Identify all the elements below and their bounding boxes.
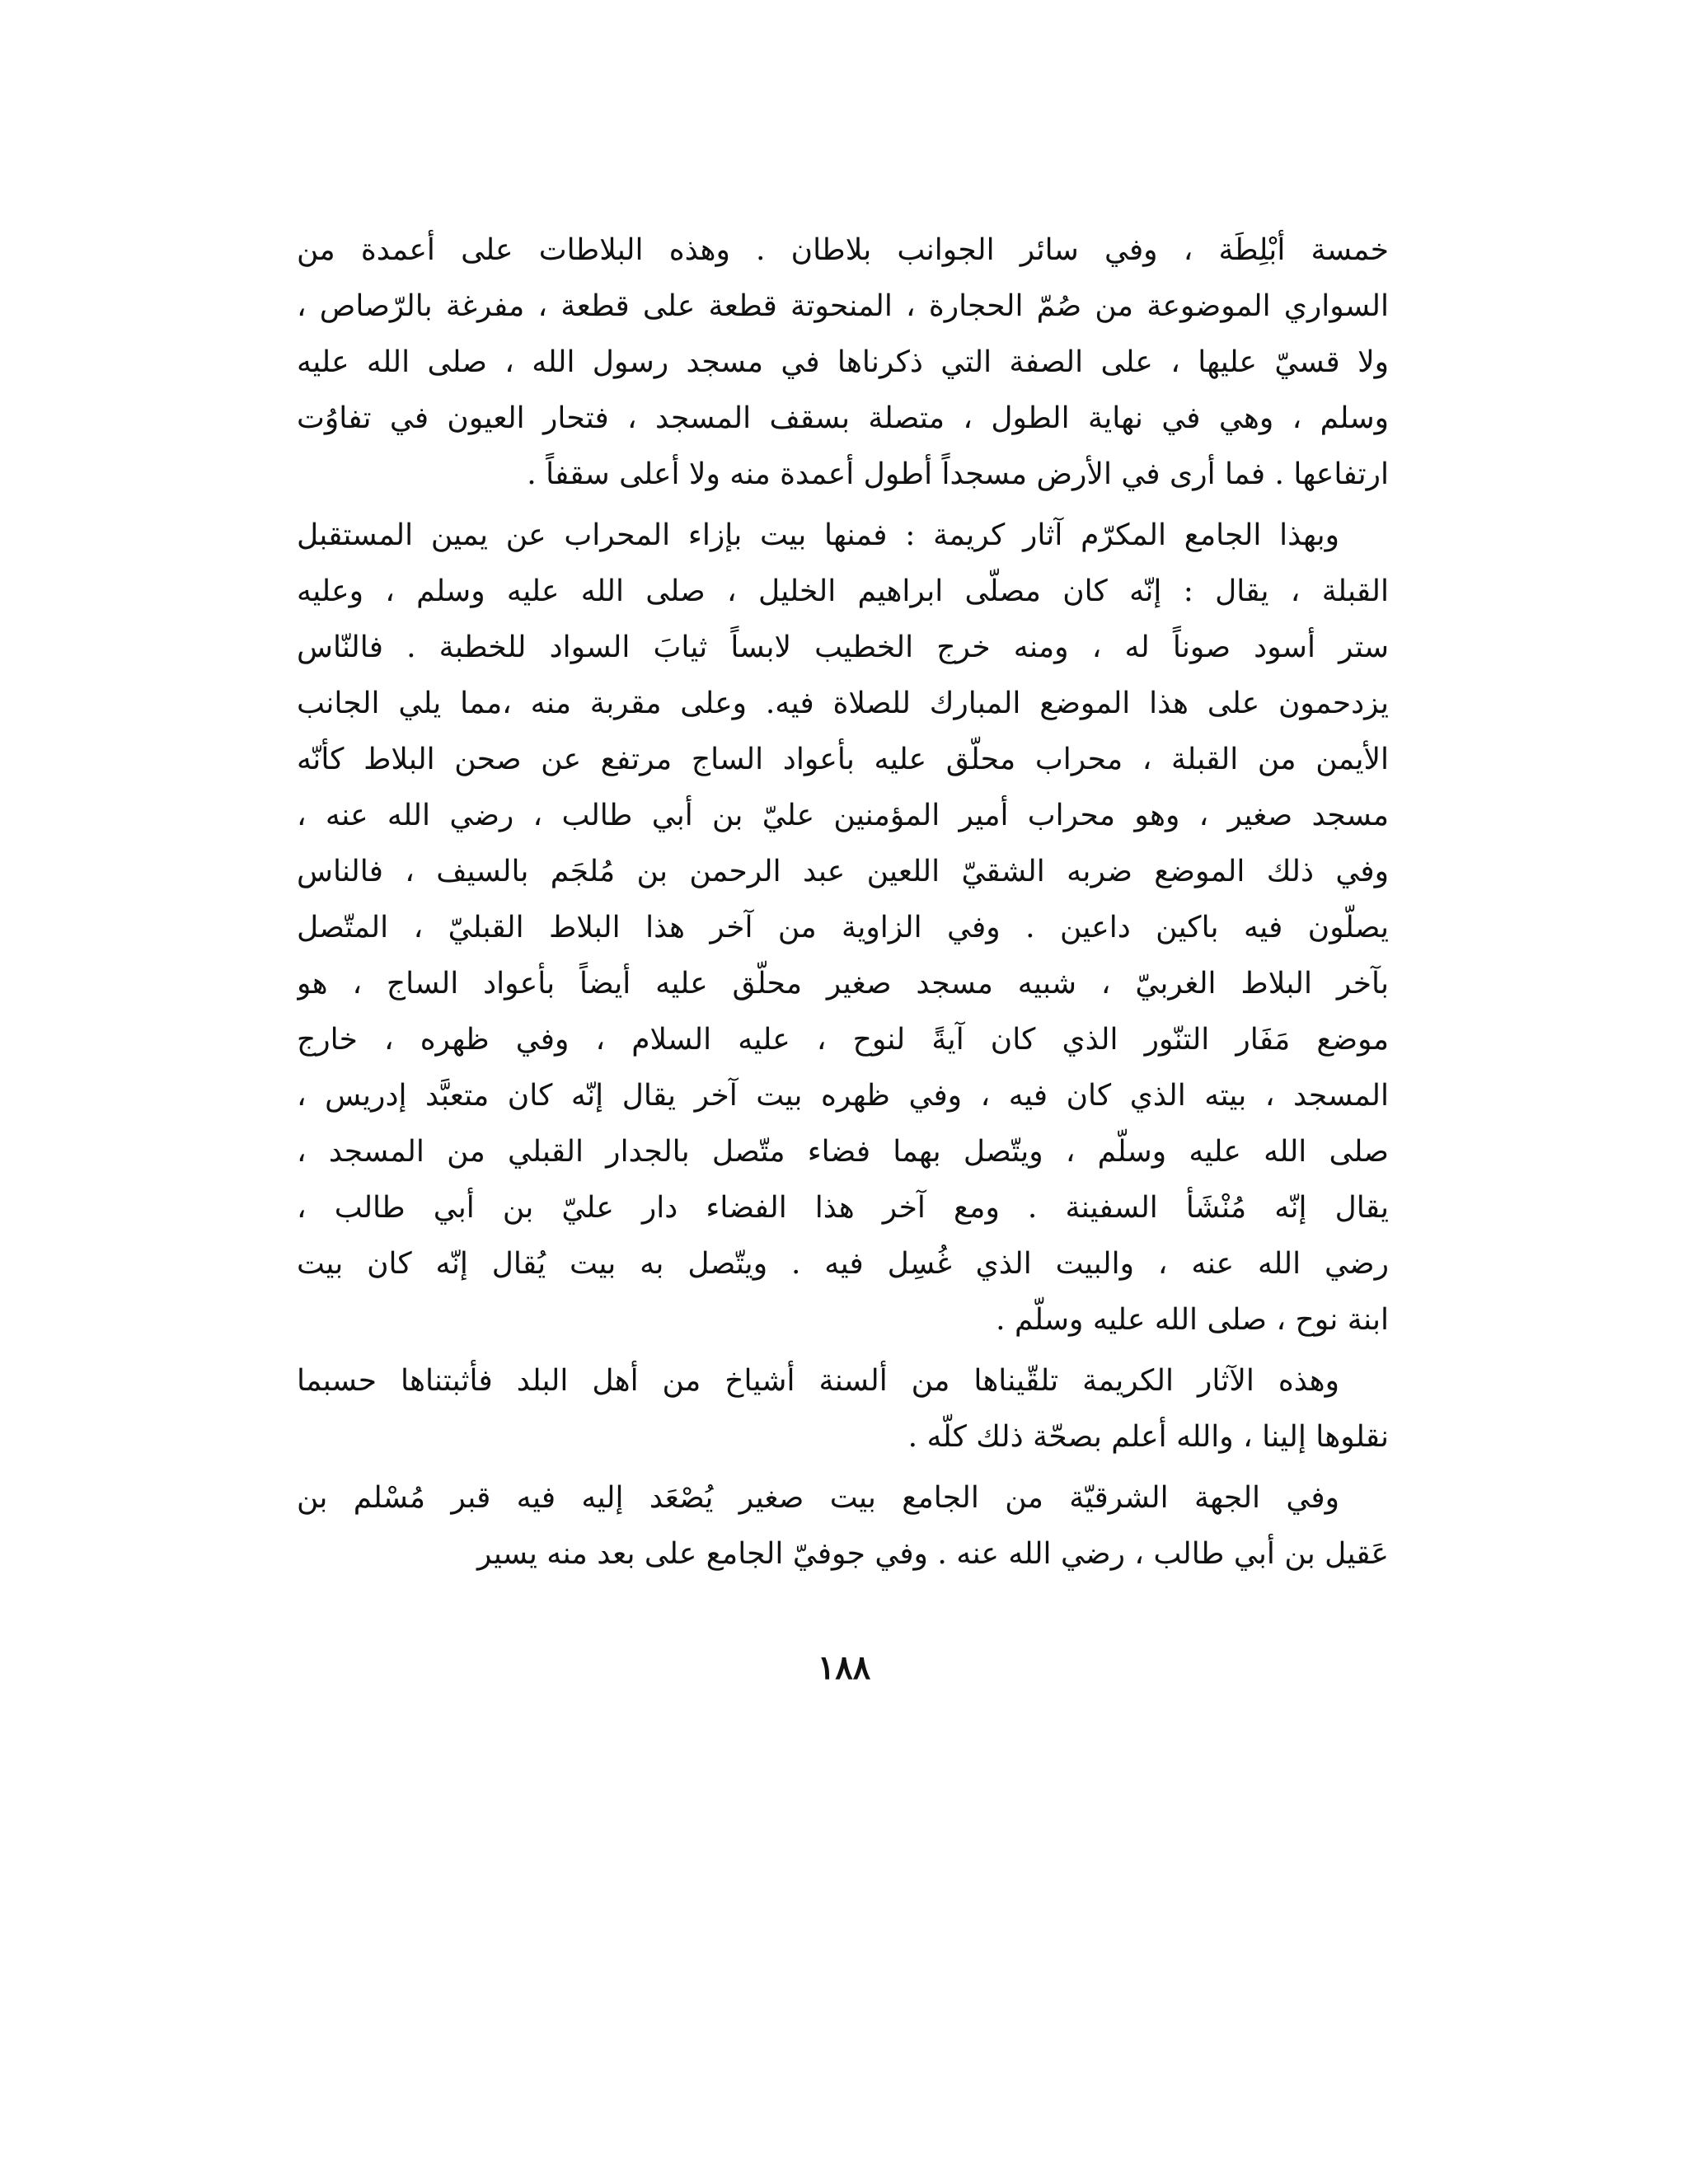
page-number: ١٨٨ [817,1648,871,1687]
text-line: وفي الجهة الشرقيّة من الجامع بيت صغير يُصْعَد إليه فيه قبر مُسْلم بن [297,1481,1339,1515]
text-line: ستر أسود صوناً له ، ومنه خرج الخطيب لابساً ثيابَ السواد للخطبة . فالنّاس [297,630,1389,664]
text-line: نقلوها إلينا ، والله أعلم بصحّة ذلك كلّه . [907,1420,1389,1454]
document-page [297,223,1389,1994]
text-line: صلى الله عليه وسلّم ، ويتّصل بهما فضاء متّصل بالجدار القبلي من المسجد ، [297,1135,1389,1169]
text-line: القبلة ، يقال : إنّه كان مصلّى ابراهيم الخليل ، صلى الله عليه وسلم ، وعليه [297,574,1389,608]
text-line: وسلم ، وهي في نهاية الطول ، متصلة بسقف المسجد ، فتحار العيون في تفاوُت [297,401,1389,435]
text-line: يزدحمون على هذا الموضع المبارك للصلاة فيه. وعلى مقربة منه ،مما يلي الجانب [297,687,1389,720]
text-line: ابنة نوح ، صلى الله عليه وسلّم . [996,1303,1389,1337]
text-line: موضع مَفَار التنّور الذي كان آيةً لنوح ، عليه السلام ، وفي ظهره ، خارج [297,1023,1389,1057]
text-line: بآخر البلاط الغربيّ ، شبيه مسجد صغير محلّق عليه أيضاً بأعواد الساج ، هو [297,967,1389,1001]
text-line: الأيمن من القبلة ، محراب محلّق عليه بأعواد الساج مرتفع عن صحن البلاط كأنّه [297,743,1389,776]
text-line: مسجد صغير ، وهو محراب أمير المؤمنين عليّ بن أبي طالب ، رضي الله عنه ، [297,799,1389,832]
text-line: وفي ذلك الموضع ضربه الشقيّ اللعين عبد الرحمن بن مُلجَم بالسيف ، فالناس [297,855,1389,888]
text-line: وهذه الآثار الكريمة تلقّيناها من ألسنة أشياخ من أهل البلد فأثبتناها حسبما [297,1364,1339,1398]
text-line: يقال إنّه مُنْشَأ السفينة . ومع آخر هذا الفضاء دار عليّ بن أبي طالب ، [297,1191,1389,1225]
text-line: السواري الموضوعة من صُمّ الحجارة ، المنحوتة قطعة على قطعة ، مفرغة بالرّصاص ، [297,289,1389,323]
text-line: ارتفاعها . فما أرى في الأرض مسجداً أطول أعمدة منه ولا أعلى سقفاً . [527,457,1389,491]
text-line: خمسة أبْلِطَة ، وفي سائر الجوانب بلاطان . وهذه البلاطات على أعمدة من [297,233,1389,267]
text-line: المسجد ، بيته الذي كان فيه ، وفي ظهره بيت آخر يقال إنّه كان متعبَّد إدريس ، [297,1079,1389,1113]
text-line: وبهذا الجامع المكرّم آثار كريمة : فمنها بيت بإزاء المحراب عن يمين المستقبل [297,518,1339,552]
text-line: ولا قسيّ عليها ، على الصفة التي ذكرناها في مسجد رسول الله ، صلى الله عليه [297,345,1389,379]
body-text [297,223,1389,1582]
text-line: عَقيل بن أبي طالب ، رضي الله عنه . وفي جوفيّ الجامع على بعد منه يسير [477,1537,1389,1571]
text-line: يصلّون فيه باكين داعين . وفي الزاوية من آخر هذا البلاط القبليّ ، المتّصل [297,911,1389,944]
text-line: رضي الله عنه ، والبيت الذي غُسِل فيه . ويتّصل به بيت يُقال إنّه كان بيت [297,1247,1389,1281]
